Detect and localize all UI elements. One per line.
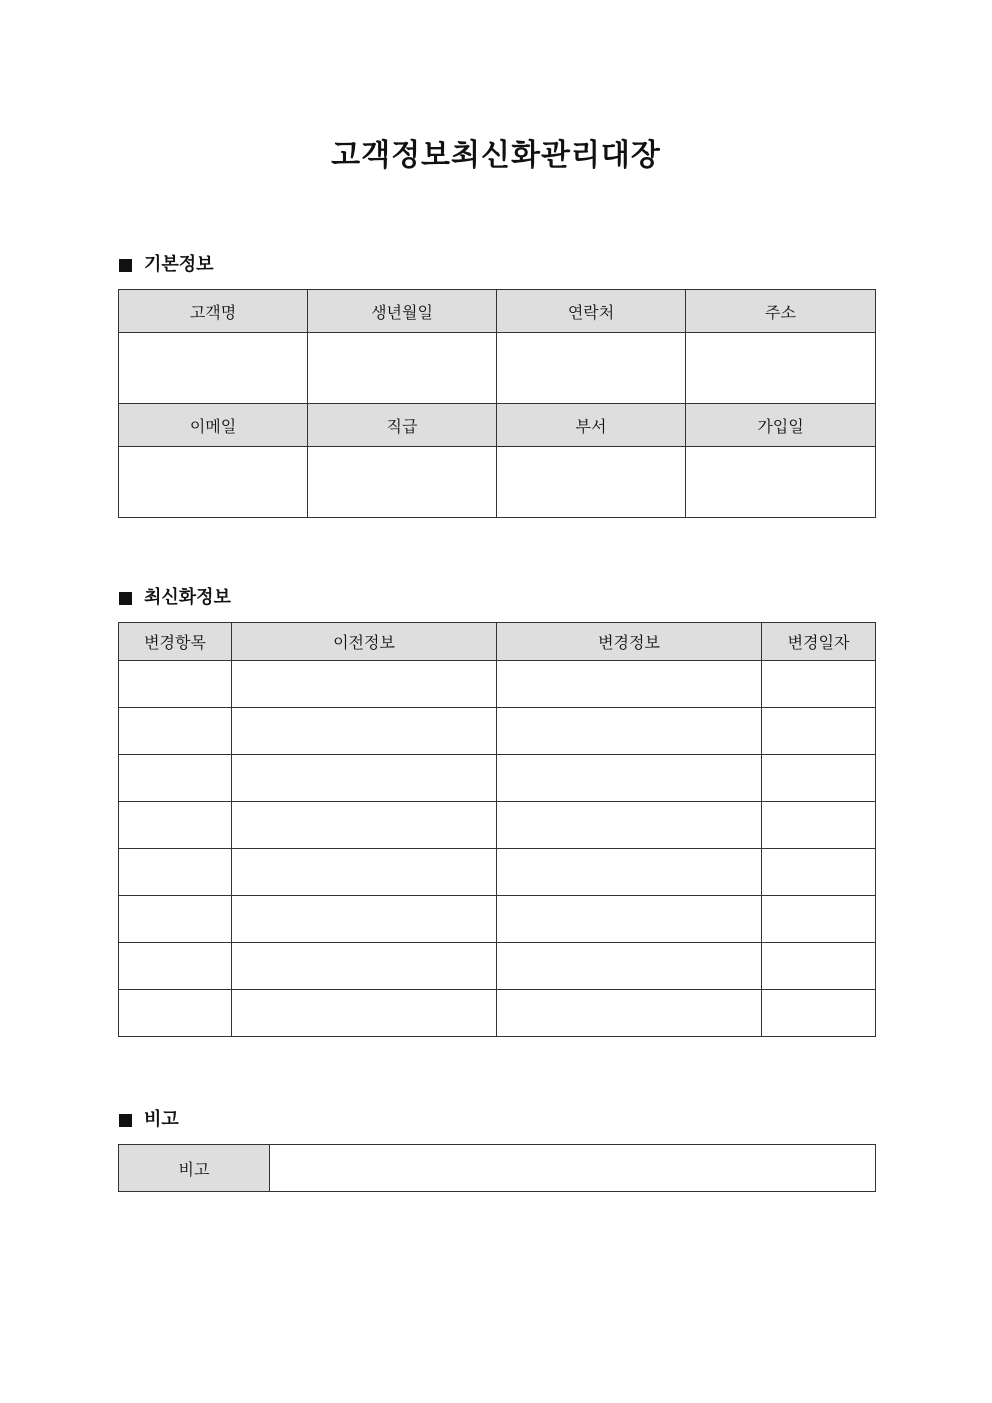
basic-value-row-1 — [119, 333, 876, 404]
update-row — [119, 943, 876, 990]
previous-info-field[interactable] — [232, 943, 497, 990]
previous-info-field[interactable] — [232, 708, 497, 755]
changed-info-field[interactable] — [497, 802, 762, 849]
basic-value-row-2 — [119, 447, 876, 518]
address-field[interactable] — [686, 333, 876, 404]
header-email: 이메일 — [119, 404, 308, 447]
change-item-field[interactable] — [119, 990, 232, 1037]
header-birth-date: 생년월일 — [308, 290, 497, 333]
changed-info-field[interactable] — [497, 755, 762, 802]
section-heading-update — [119, 586, 231, 610]
update-header-row — [119, 623, 876, 661]
section-heading-remark — [119, 1108, 179, 1132]
section-heading-basic-label: 기본정보 — [144, 254, 214, 275]
change-date-field[interactable] — [762, 708, 876, 755]
header-address: 주소 — [686, 290, 876, 333]
changed-info-field[interactable] — [497, 708, 762, 755]
black-square-icon — [119, 592, 132, 605]
change-date-field[interactable] — [762, 755, 876, 802]
changed-info-field[interactable] — [497, 896, 762, 943]
email-field[interactable] — [119, 447, 308, 518]
changed-info-field[interactable] — [497, 849, 762, 896]
basic-info-table — [118, 289, 876, 518]
changed-info-field[interactable] — [497, 990, 762, 1037]
change-date-field[interactable] — [762, 661, 876, 708]
previous-info-field[interactable] — [232, 849, 497, 896]
change-date-field[interactable] — [762, 896, 876, 943]
change-item-field[interactable] — [119, 708, 232, 755]
change-item-field[interactable] — [119, 849, 232, 896]
header-customer-name: 고객명 — [119, 290, 308, 333]
section-heading-basic — [119, 253, 214, 277]
remark-table — [118, 1144, 876, 1192]
change-date-field[interactable] — [762, 943, 876, 990]
basic-header-row-1 — [119, 290, 876, 333]
update-row — [119, 661, 876, 708]
update-row — [119, 849, 876, 896]
black-square-icon — [119, 1114, 132, 1127]
header-previous-info: 이전정보 — [232, 623, 497, 661]
change-item-field[interactable] — [119, 755, 232, 802]
header-department: 부서 — [497, 404, 686, 447]
header-change-date: 변경일자 — [762, 623, 876, 661]
position-field[interactable] — [308, 447, 497, 518]
join-date-field[interactable] — [686, 447, 876, 518]
header-position: 직급 — [308, 404, 497, 447]
header-join-date: 가입일 — [686, 404, 876, 447]
change-item-field[interactable] — [119, 943, 232, 990]
section-heading-remark-label: 비고 — [144, 1109, 179, 1130]
section-heading-update-label: 최신화정보 — [144, 587, 231, 608]
update-row — [119, 990, 876, 1037]
header-change-item: 변경항목 — [119, 623, 232, 661]
changed-info-field[interactable] — [497, 943, 762, 990]
department-field[interactable] — [497, 447, 686, 518]
update-info-table — [118, 622, 876, 1037]
change-item-field[interactable] — [119, 802, 232, 849]
remark-label: 비고 — [119, 1145, 270, 1192]
contact-field[interactable] — [497, 333, 686, 404]
remark-row — [119, 1145, 876, 1192]
change-item-field[interactable] — [119, 896, 232, 943]
header-changed-info: 변경정보 — [497, 623, 762, 661]
black-square-icon — [119, 259, 132, 272]
previous-info-field[interactable] — [232, 802, 497, 849]
birth-date-field[interactable] — [308, 333, 497, 404]
header-contact: 연락처 — [497, 290, 686, 333]
change-date-field[interactable] — [762, 849, 876, 896]
changed-info-field[interactable] — [497, 661, 762, 708]
change-item-field[interactable] — [119, 661, 232, 708]
update-row — [119, 708, 876, 755]
update-row — [119, 802, 876, 849]
change-date-field[interactable] — [762, 802, 876, 849]
previous-info-field[interactable] — [232, 990, 497, 1037]
previous-info-field[interactable] — [232, 661, 497, 708]
update-row — [119, 755, 876, 802]
page-title: 고객정보최신화관리대장 — [331, 138, 661, 173]
previous-info-field[interactable] — [232, 755, 497, 802]
customer-name-field[interactable] — [119, 333, 308, 404]
previous-info-field[interactable] — [232, 896, 497, 943]
remark-field[interactable] — [270, 1145, 876, 1192]
update-row — [119, 896, 876, 943]
basic-header-row-2 — [119, 404, 876, 447]
change-date-field[interactable] — [762, 990, 876, 1037]
